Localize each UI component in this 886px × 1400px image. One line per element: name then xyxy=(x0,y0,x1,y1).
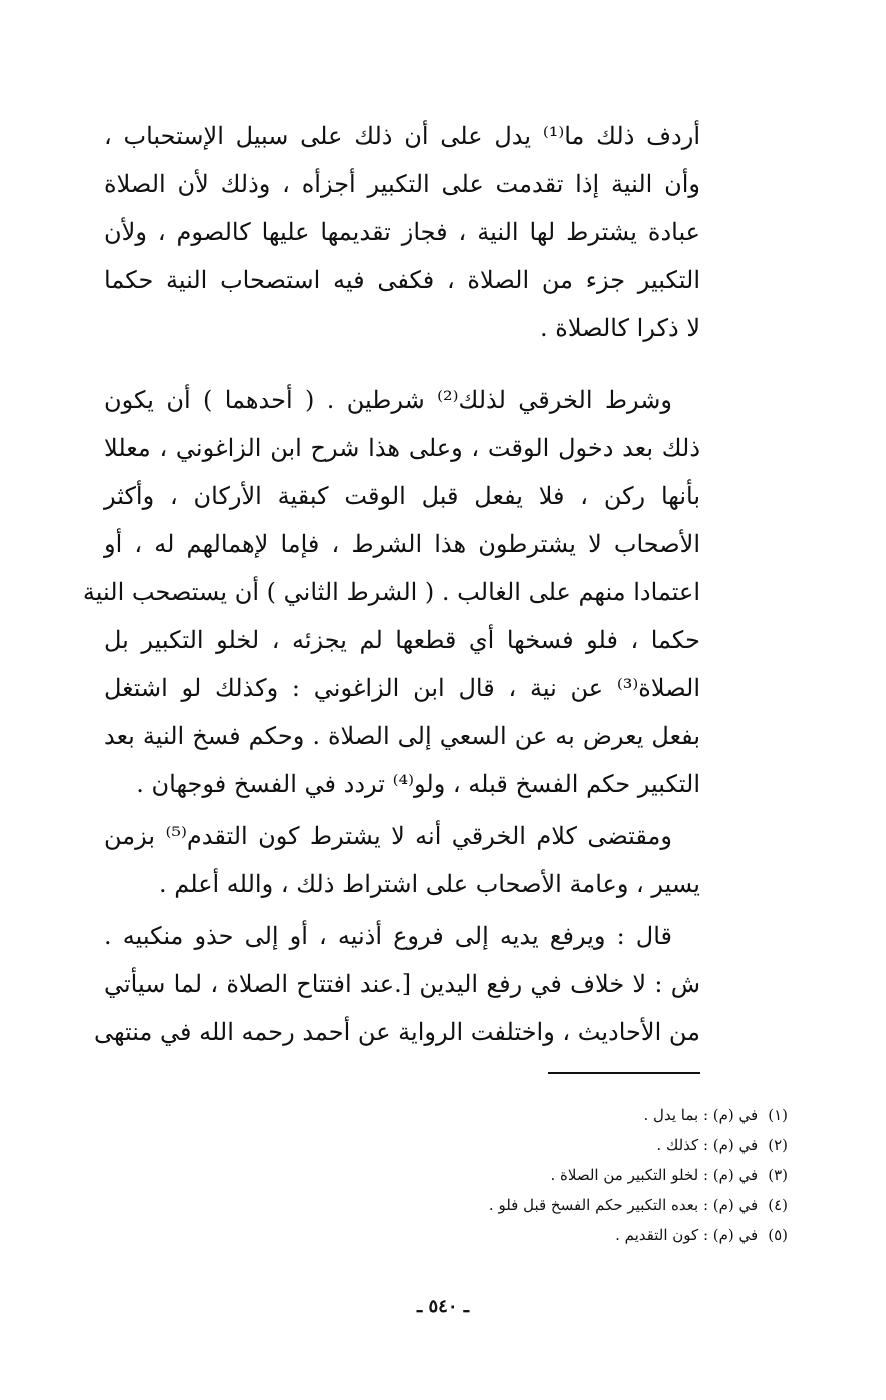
footnote-text: في (م) : بعده التكبير حكم الفسخ قبل فلو . xyxy=(488,1196,759,1214)
paragraph-3 xyxy=(104,812,700,908)
footnote-number: (١) xyxy=(768,1106,788,1124)
paragraph-1 xyxy=(104,112,700,352)
footnote-number: (٣) xyxy=(768,1166,788,1184)
footnote-number: (٥) xyxy=(768,1226,788,1244)
text-line: وشرط الخرقي لذلك⁽²⁾ شرطين . ( أحدهما ) أن يكون xyxy=(104,386,672,414)
footnote-number: (٢) xyxy=(768,1136,788,1154)
text-line: وأن النية إذا تقدمت على التكبير أجزأه ، وذلك لأن الصلاة xyxy=(104,170,701,198)
footnote-item xyxy=(308,1130,788,1160)
footnote-number: (٤) xyxy=(768,1196,788,1214)
text-line: الأصحاب لا يشترطون هذا الشرط ، فإما لإهمالهم له ، أو xyxy=(104,530,700,558)
text-line: لا ذكرا كالصلاة . xyxy=(540,314,700,342)
text-line: التكبير جزء من الصلاة ، فكفى فيه استصحاب النية حكما xyxy=(104,266,700,294)
text-line: بفعل يعرض به عن السعي إلى الصلاة . وحكم فسخ النية بعد xyxy=(104,722,700,750)
text-line: بأنها ركن ، فلا يفعل قبل الوقت كبقية الأركان ، وأكثر xyxy=(104,482,700,510)
text-line: اعتمادا منهم على الغالب . ( الشرط الثاني ) أن يستصحب النية xyxy=(82,578,700,606)
footnotes xyxy=(308,1100,788,1250)
text-line: حكما ، فلو فسخها أي قطعها لم يجزئه ، لخلو التكبير بل xyxy=(104,626,700,654)
text-line: التكبير حكم الفسخ قبله ، ولو⁽⁴⁾ تردد في الفسخ فوجهان . xyxy=(136,770,700,798)
text-line: من الأحاديث ، واختلفت الرواية عن أحمد رحمه الله في منتهى xyxy=(93,1018,700,1046)
paragraph-2 xyxy=(82,376,700,808)
footnote-item xyxy=(308,1160,788,1190)
main-text xyxy=(82,112,701,1056)
page-number: ـ ٥٤٠ ـ xyxy=(416,1296,470,1317)
text-line: ذلك بعد دخول الوقت ، وعلى هذا شرح ابن الزاغوني ، معللا xyxy=(104,434,700,462)
text-line: ومقتضى كلام الخرقي أنه لا يشترط كون التقدم⁽⁵⁾ بزمن xyxy=(104,822,672,850)
footnote-separator xyxy=(548,1072,700,1074)
footnote-item xyxy=(308,1190,788,1220)
text-line: ش : لا خلاف في رفع اليدين [.عند افتتاح الصلاة ، لما سيأتي xyxy=(104,970,700,998)
footnote-text: في (م) : كذلك . xyxy=(656,1136,759,1154)
footnote-text: في (م) : لخلو التكبير من الصلاة . xyxy=(550,1166,759,1184)
text-line: أردف ذلك ما⁽¹⁾ يدل على أن ذلك على سبيل الإستحباب ، xyxy=(104,122,701,150)
footnote-item xyxy=(308,1220,788,1250)
paragraph-spacer xyxy=(104,352,700,376)
text-line: الصلاة⁽³⁾ عن نية ، قال ابن الزاغوني : وكذلك لو اشتغل xyxy=(104,674,700,702)
footnote-text: في (م) : كون التقديم . xyxy=(615,1226,759,1244)
footnote-text: في (م) : بما يدل . xyxy=(643,1106,759,1124)
paragraph-4 xyxy=(93,912,700,1056)
text-line: يسير ، وعامة الأصحاب على اشتراط ذلك ، والله أعلم . xyxy=(159,870,700,898)
text-line: عبادة يشترط لها النية ، فجاز تقديمها عليها كالصوم ، ولأن xyxy=(104,218,701,246)
text-line: قال : ويرفع يديه إلى فروع أذنيه ، أو إلى حذو منكبيه . xyxy=(104,922,672,950)
footnote-item xyxy=(308,1100,788,1130)
